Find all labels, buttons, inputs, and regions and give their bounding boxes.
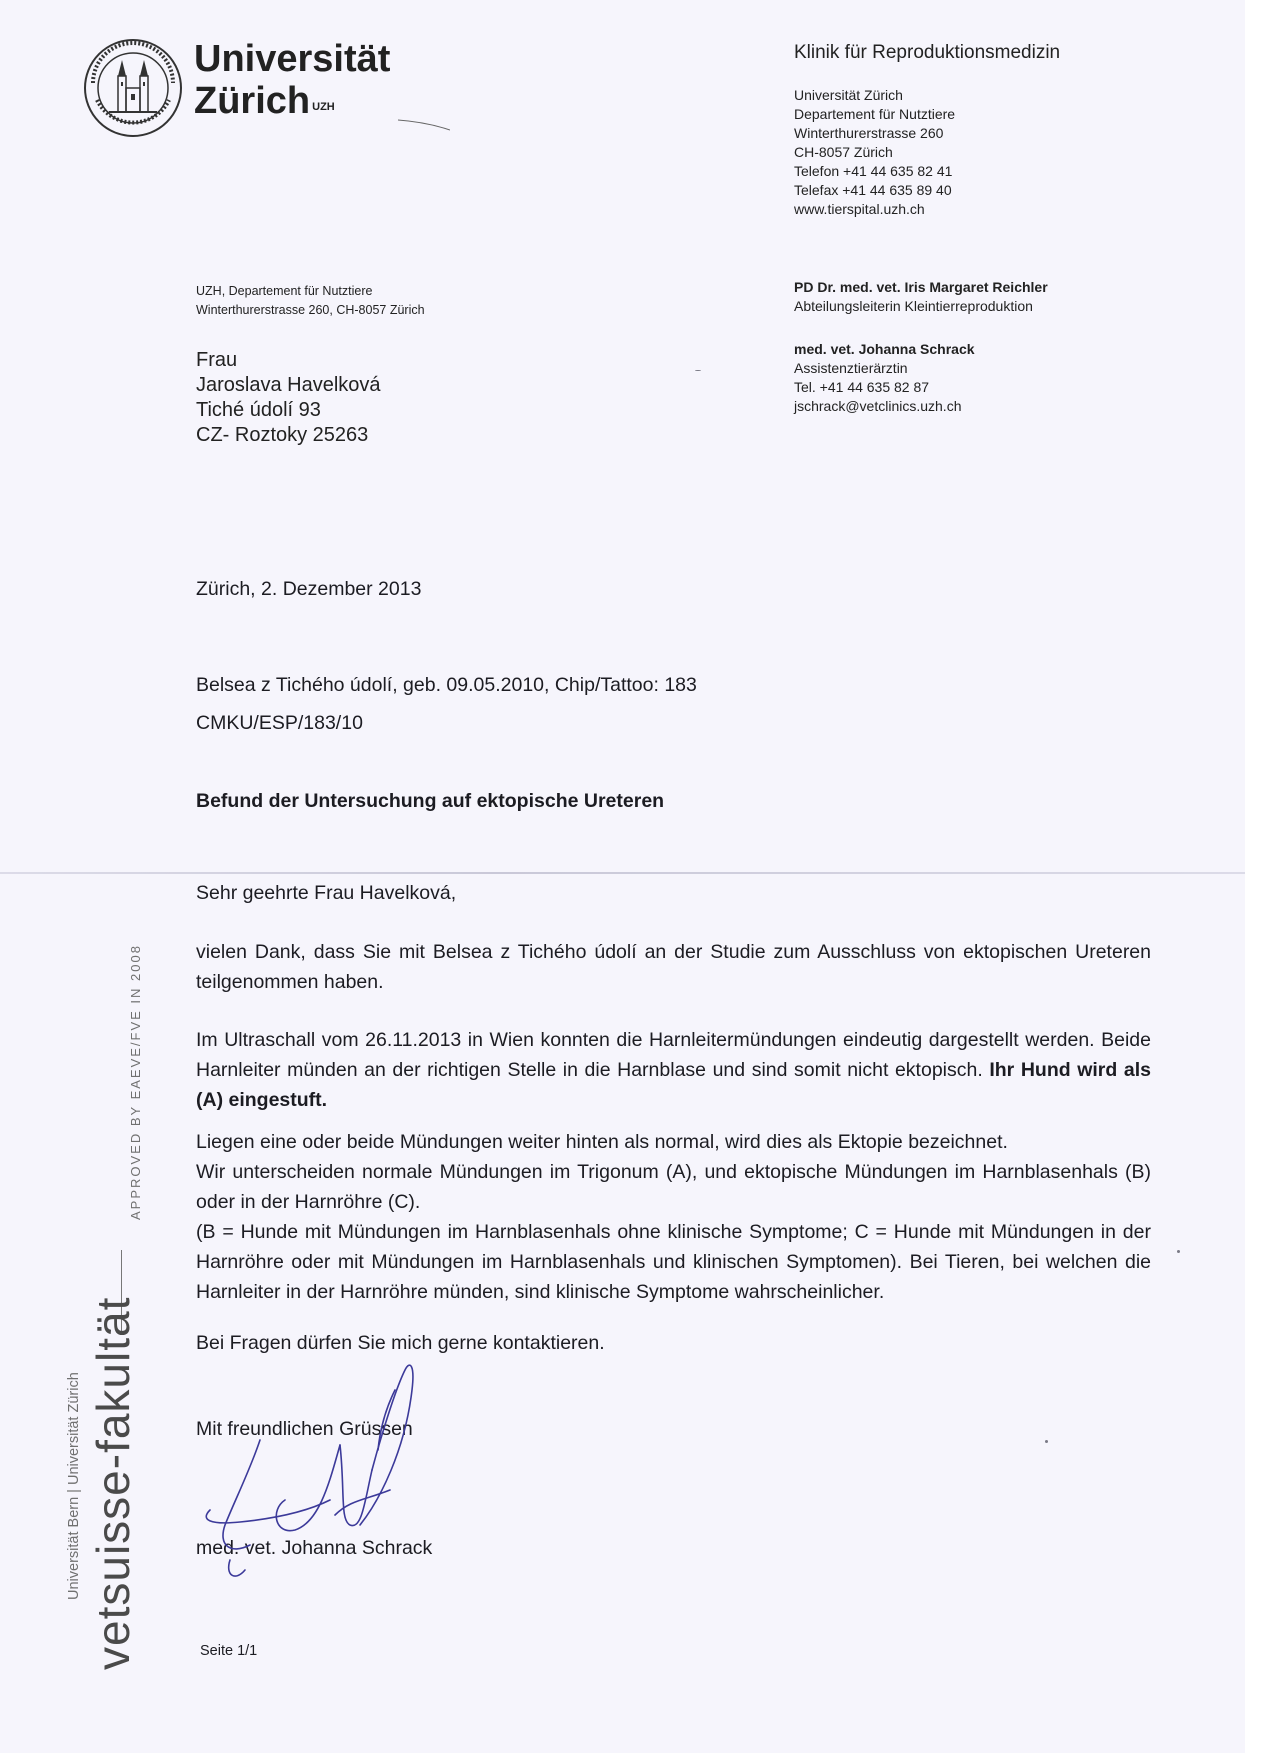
result-grade: Ihr Hund wird als (A) eingestuft.	[196, 1059, 1151, 1111]
contact-title: Assistenztierärztin	[794, 360, 908, 376]
paper-fold-line	[0, 872, 1245, 874]
sidebar-approval: APPROVED BY EAEVE/FVE IN 2008	[128, 944, 143, 1220]
paragraph-result	[196, 1025, 1151, 1115]
university-wordmark	[194, 38, 390, 122]
contact-phone: Tel. +41 44 635 82 87	[794, 379, 930, 395]
letter-salutation: Sehr geehrte Frau Havelková,	[196, 882, 457, 904]
clinic-address	[794, 86, 955, 219]
phone-line: Telefon +41 44 635 82 41	[794, 163, 953, 179]
clinic-name: Klinik für Reproduktionsmedizin	[794, 42, 1061, 63]
address-line: Universität Zürich	[794, 87, 903, 103]
explanation-line3: (B = Hunde mit Mündungen im Harnblasenhals ohne klinische Symptome; C = Hunde mit Mündungen in der Harnröhre oder mit Mündungen im Harnblasenhals und klinischen Symptomen). Bei Tieren, bei welchen die Harnleiter in der Harnröhre münden, sind klinische Symptome wahrscheinlicher.	[196, 1221, 1151, 1303]
subject-line1: Belsea z Tichého údolí, geb. 09.05.2010, Chip/Tattoo: 183	[196, 674, 697, 696]
fax-line: Telefax +41 44 635 89 40	[794, 182, 952, 198]
address-line: Departement für Nutztiere	[794, 106, 956, 122]
paragraph-explanation	[196, 1127, 1151, 1307]
letter-heading: Befund der Untersuchung auf ektopische Ureteren	[196, 790, 665, 812]
contact-email-link[interactable]: jschrack@vetclinics.uzh.ch	[794, 398, 962, 414]
staff-contacts	[794, 278, 1048, 416]
contact-name: med. vet. Johanna Schrack	[794, 341, 975, 357]
letter-date: Zürich, 2. Dezember 2013	[196, 578, 422, 600]
recipient-address	[196, 348, 381, 448]
sidebar-faculty: vetsuisse-fakultät	[87, 1296, 139, 1670]
sender-line1: UZH, Departement für Nutztiere	[196, 284, 373, 298]
scan-edge	[1245, 0, 1275, 1753]
recipient-name: Jaroslava Havelková	[196, 374, 381, 396]
department-head-title: Abteilungsleiterin Kleintierreproduktion	[794, 298, 1033, 314]
paragraph-thanks: vielen Dank, dass Sie mit Belsea z Tichého údolí an der Studie zum Ausschluss von ektopischen Ureteren teilgenommen haben.	[196, 941, 1151, 993]
university-seal-logo	[83, 38, 183, 138]
scan-speck	[1177, 1250, 1180, 1253]
sender-line2: Winterthurerstrasse 260, CH-8057 Zürich	[196, 303, 425, 317]
logo-swoosh	[398, 118, 450, 132]
signatory-name: med. vet. Johanna Schrack	[196, 1537, 433, 1559]
letter-closing: Mit freundlichen Grüssen	[196, 1418, 413, 1440]
explanation-line1: Liegen eine oder beide Mündungen weiter hinten als normal, wird dies als Ektopie bezeichnet.	[196, 1131, 1008, 1153]
handwritten-signature	[190, 1350, 480, 1610]
scan-speck	[695, 370, 701, 371]
page-number: Seite 1/1	[200, 1643, 258, 1659]
recipient-city: CZ- Roztoky 25263	[196, 424, 369, 446]
recipient-title: Frau	[196, 349, 238, 371]
address-line: CH-8057 Zürich	[794, 144, 893, 160]
recipient-street: Tiché údolí 93	[196, 399, 321, 421]
result-text: Im Ultraschall vom 26.11.2013 in Wien konnten die Harnleitermündungen eindeutig dargestellt werden. Beide Harnleiter münden an der richtigen Stelle in die Harnblase und sind somit nicht ektopisch.	[196, 1029, 1151, 1081]
subject-line2: CMKU/ESP/183/10	[196, 712, 363, 734]
wordmark-superscript: UZH	[312, 101, 335, 113]
sender-return-address	[196, 282, 425, 320]
explanation-line2: Wir unterscheiden normale Mündungen im Trigonum (A), und ektopische Mündungen im Harnblasenhals (B) oder in der Harnröhre (C).	[196, 1161, 1151, 1213]
wordmark-line2: Zürich	[194, 80, 311, 122]
wordmark-line1: Universität	[194, 38, 391, 80]
sidebar-universities: Universität Bern | Universität Zürich	[66, 1372, 82, 1600]
department-head-name: PD Dr. med. vet. Iris Margaret Reichler	[794, 279, 1048, 295]
paragraph-questions: Bei Fragen dürfen Sie mich gerne kontaktieren.	[196, 1332, 605, 1354]
letter-subject	[196, 666, 697, 742]
address-line: Winterthurerstrasse 260	[794, 125, 944, 141]
scan-speck	[1045, 1440, 1048, 1443]
website-link[interactable]: www.tierspital.uzh.ch	[794, 201, 925, 217]
